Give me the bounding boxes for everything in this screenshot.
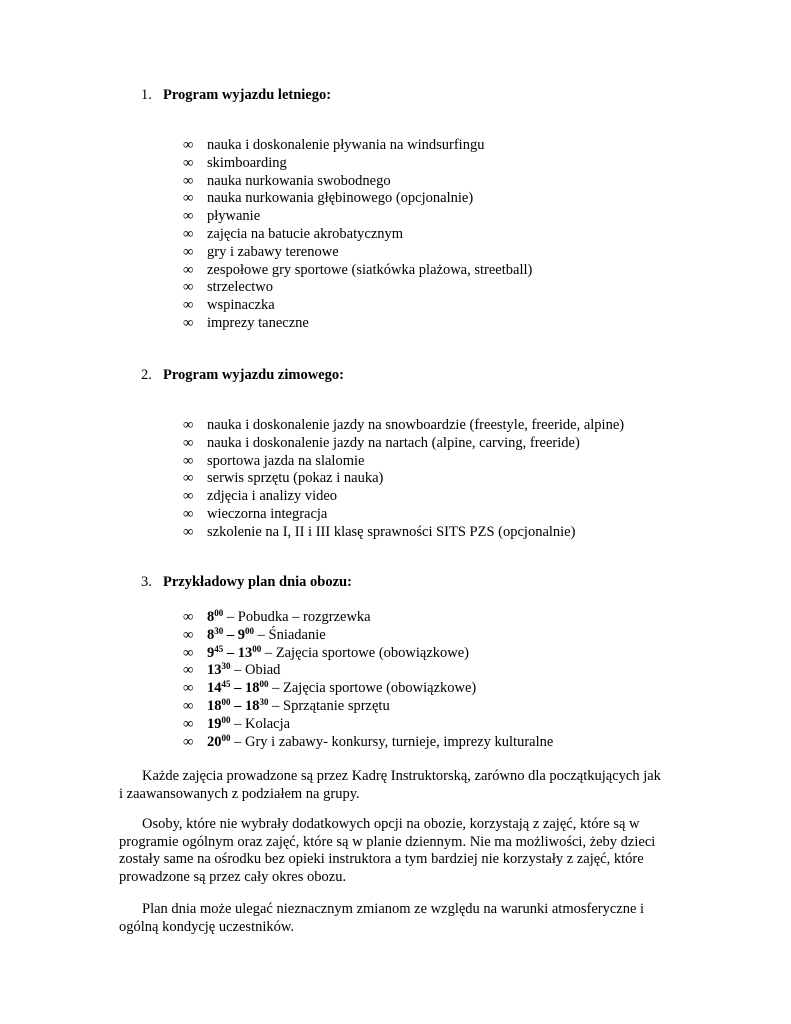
schedule-text [207,609,371,627]
infinity-bullet-icon: ∞ [183,715,194,732]
list-item-text: skimboarding [207,154,287,171]
start-hour: 8 [207,609,215,625]
start-minutes: 00 [221,732,231,743]
infinity-bullet-icon: ∞ [183,523,194,540]
infinity-bullet-icon: ∞ [183,314,194,331]
time-range-dash: – [223,626,238,643]
paragraph-instructors [119,768,659,803]
start-hour: 20 [207,733,222,750]
paragraph-options [119,816,659,886]
list-item-text: zdjęcia i analizy video [207,488,338,505]
schedule-time [207,680,269,696]
end-hour: 13 [237,644,253,661]
list-item-text: nauka nurkowania głębinowego (opcjonalnie) [207,190,474,207]
infinity-bullet-icon: ∞ [183,208,194,225]
list-item-text: wspinaczka [207,297,275,314]
list-item-text: gry i zabawy terenowe [207,243,339,260]
start-hour: 8 [207,626,215,643]
schedule-description: – Gry i zabawy- konkursy, turnieje, imprezy kulturalne [230,733,554,750]
start-minutes: 30 [214,625,224,636]
paragraph-line: zostały same na ośrodku bez opieki instruktora a tym bardziej nie korzystały z zajęć, które [119,851,644,868]
list-item-text: nauka i doskonalenie jazdy na nartach (alpine, carving, freeride) [207,434,580,451]
time-range-dash: – [223,644,238,661]
schedule-description: – Pobudka – rozgrzewka [223,609,371,625]
infinity-bullet-icon: ∞ [183,434,194,451]
schedule-time [207,734,231,750]
schedule-description: – Zajęcia sportowe (obowiązkowe) [268,680,477,697]
list-item-text: wieczorna integracja [207,505,328,522]
infinity-bullet-icon: ∞ [183,172,194,189]
paragraph-line: Każde zajęcia prowadzone są przez Kadrę Instruktorską, zarówno dla początkujących jak [142,768,661,784]
schedule-text [207,680,476,698]
infinity-bullet-icon: ∞ [183,733,194,750]
paragraph-line: ogólną kondycję uczestników. [119,918,295,935]
list-item-text: nauka nurkowania swobodnego [207,172,391,189]
infinity-bullet-icon: ∞ [183,488,194,505]
section-number: 3. [141,574,152,590]
infinity-bullet-icon: ∞ [183,505,194,522]
start-minutes: 00 [221,696,231,707]
infinity-bullet-icon: ∞ [183,662,194,679]
time-range-dash: – [230,697,245,714]
start-hour: 14 [207,680,222,697]
infinity-bullet-icon: ∞ [183,225,194,242]
section-number: 1. [141,87,152,103]
list-item-text: zespołowe gry sportowe (siatkówka plażowa, streetball) [207,261,533,278]
schedule-time [207,662,231,678]
list-item-text: strzelectwo [207,279,274,296]
end-minutes: 00 [252,643,262,654]
list-item-text: serwis sprzętu (pokaz i nauka) [207,470,384,487]
paragraph-line: i zaawansowanych z podziałem na grupy. [119,785,360,802]
infinity-bullet-icon: ∞ [183,297,194,314]
start-minutes: 00 [221,714,231,725]
infinity-bullet-icon: ∞ [183,470,194,487]
schedule-time [207,698,269,714]
schedule-description: – Zajęcia sportowe (obowiązkowe) [261,644,470,661]
infinity-bullet-icon: ∞ [183,697,194,714]
schedule-text [207,698,390,716]
infinity-bullet-icon: ∞ [183,190,194,207]
start-minutes: 45 [214,643,224,654]
end-minutes: 30 [259,696,269,707]
start-minutes: 00 [214,608,224,618]
start-hour: 13 [207,662,222,679]
paragraph-line: Plan dnia może ulegać nieznacznym zmianom ze względu na warunki atmosferyczne i [142,901,645,917]
end-hour: 18 [245,697,260,714]
list-item-text: nauka i doskonalenie pływania na windsurfingu [207,137,485,153]
start-minutes: 45 [221,679,231,690]
list-item-text: sportowa jazda na slalomie [207,452,365,469]
infinity-bullet-icon: ∞ [183,644,194,661]
schedule-text [207,645,469,663]
infinity-bullet-icon: ∞ [183,680,194,697]
schedule-time [207,645,261,661]
section-title: Program wyjazdu letniego: [163,87,332,103]
infinity-bullet-icon: ∞ [183,626,194,643]
section-number: 2. [141,367,152,383]
infinity-bullet-icon: ∞ [183,452,194,469]
infinity-bullet-icon: ∞ [183,137,194,153]
infinity-bullet-icon: ∞ [183,609,194,625]
section-2-heading [141,367,344,384]
paragraph-weather [119,901,659,936]
start-hour: 19 [207,715,222,732]
infinity-bullet-icon: ∞ [183,417,194,433]
schedule-text [207,716,290,734]
list-item-text: pływanie [207,208,261,225]
end-hour: 9 [237,626,245,643]
start-hour: 9 [207,644,215,661]
list-item-text: zajęcia na batucie akrobatycznym [207,225,404,242]
schedule-description: – Kolacja [230,715,291,732]
end-hour: 18 [245,680,260,697]
section-title: Program wyjazdu zimowego: [163,367,344,383]
paragraph-line: prowadzone są przez cały okres obozu. [119,868,347,885]
section-3-heading [141,574,352,591]
paragraph-line: Osoby, które nie wybrały dodatkowych opcji na obozie, korzystają z zajęć, które są w [142,816,640,832]
section-title: Przykładowy plan dnia obozu: [163,574,352,590]
end-minutes: 00 [245,625,254,636]
schedule-description: – Śniadanie [254,626,326,643]
time-range-dash: – [230,680,245,697]
schedule-text [207,734,553,752]
schedule-text [207,627,326,645]
start-minutes: 30 [221,661,231,672]
schedule-time [207,627,254,643]
infinity-bullet-icon: ∞ [183,243,194,260]
list-item-text: szkolenie na I, II i III klasę sprawności SITS PZS (opcjonalnie) [207,523,576,540]
paragraph-line: programie ogólnym oraz zajęć, które są w planie dziennym. Nie ma możliwości, żeby dzieci [119,833,656,850]
section-1-heading [141,87,331,104]
list-item-text: imprezy taneczne [207,314,309,331]
infinity-bullet-icon: ∞ [183,154,194,171]
schedule-description: – Obiad [230,662,281,679]
schedule-text [207,662,280,680]
infinity-bullet-icon: ∞ [183,279,194,296]
schedule-description: – Sprzątanie sprzętu [268,697,390,714]
list-item-text: nauka i doskonalenie jazdy na snowboardzie (freestyle, freeride, alpine) [207,417,625,433]
schedule-time [207,716,231,732]
end-minutes: 00 [259,679,269,690]
infinity-bullet-icon: ∞ [183,261,194,278]
schedule-time [207,609,223,625]
start-hour: 18 [207,697,222,714]
